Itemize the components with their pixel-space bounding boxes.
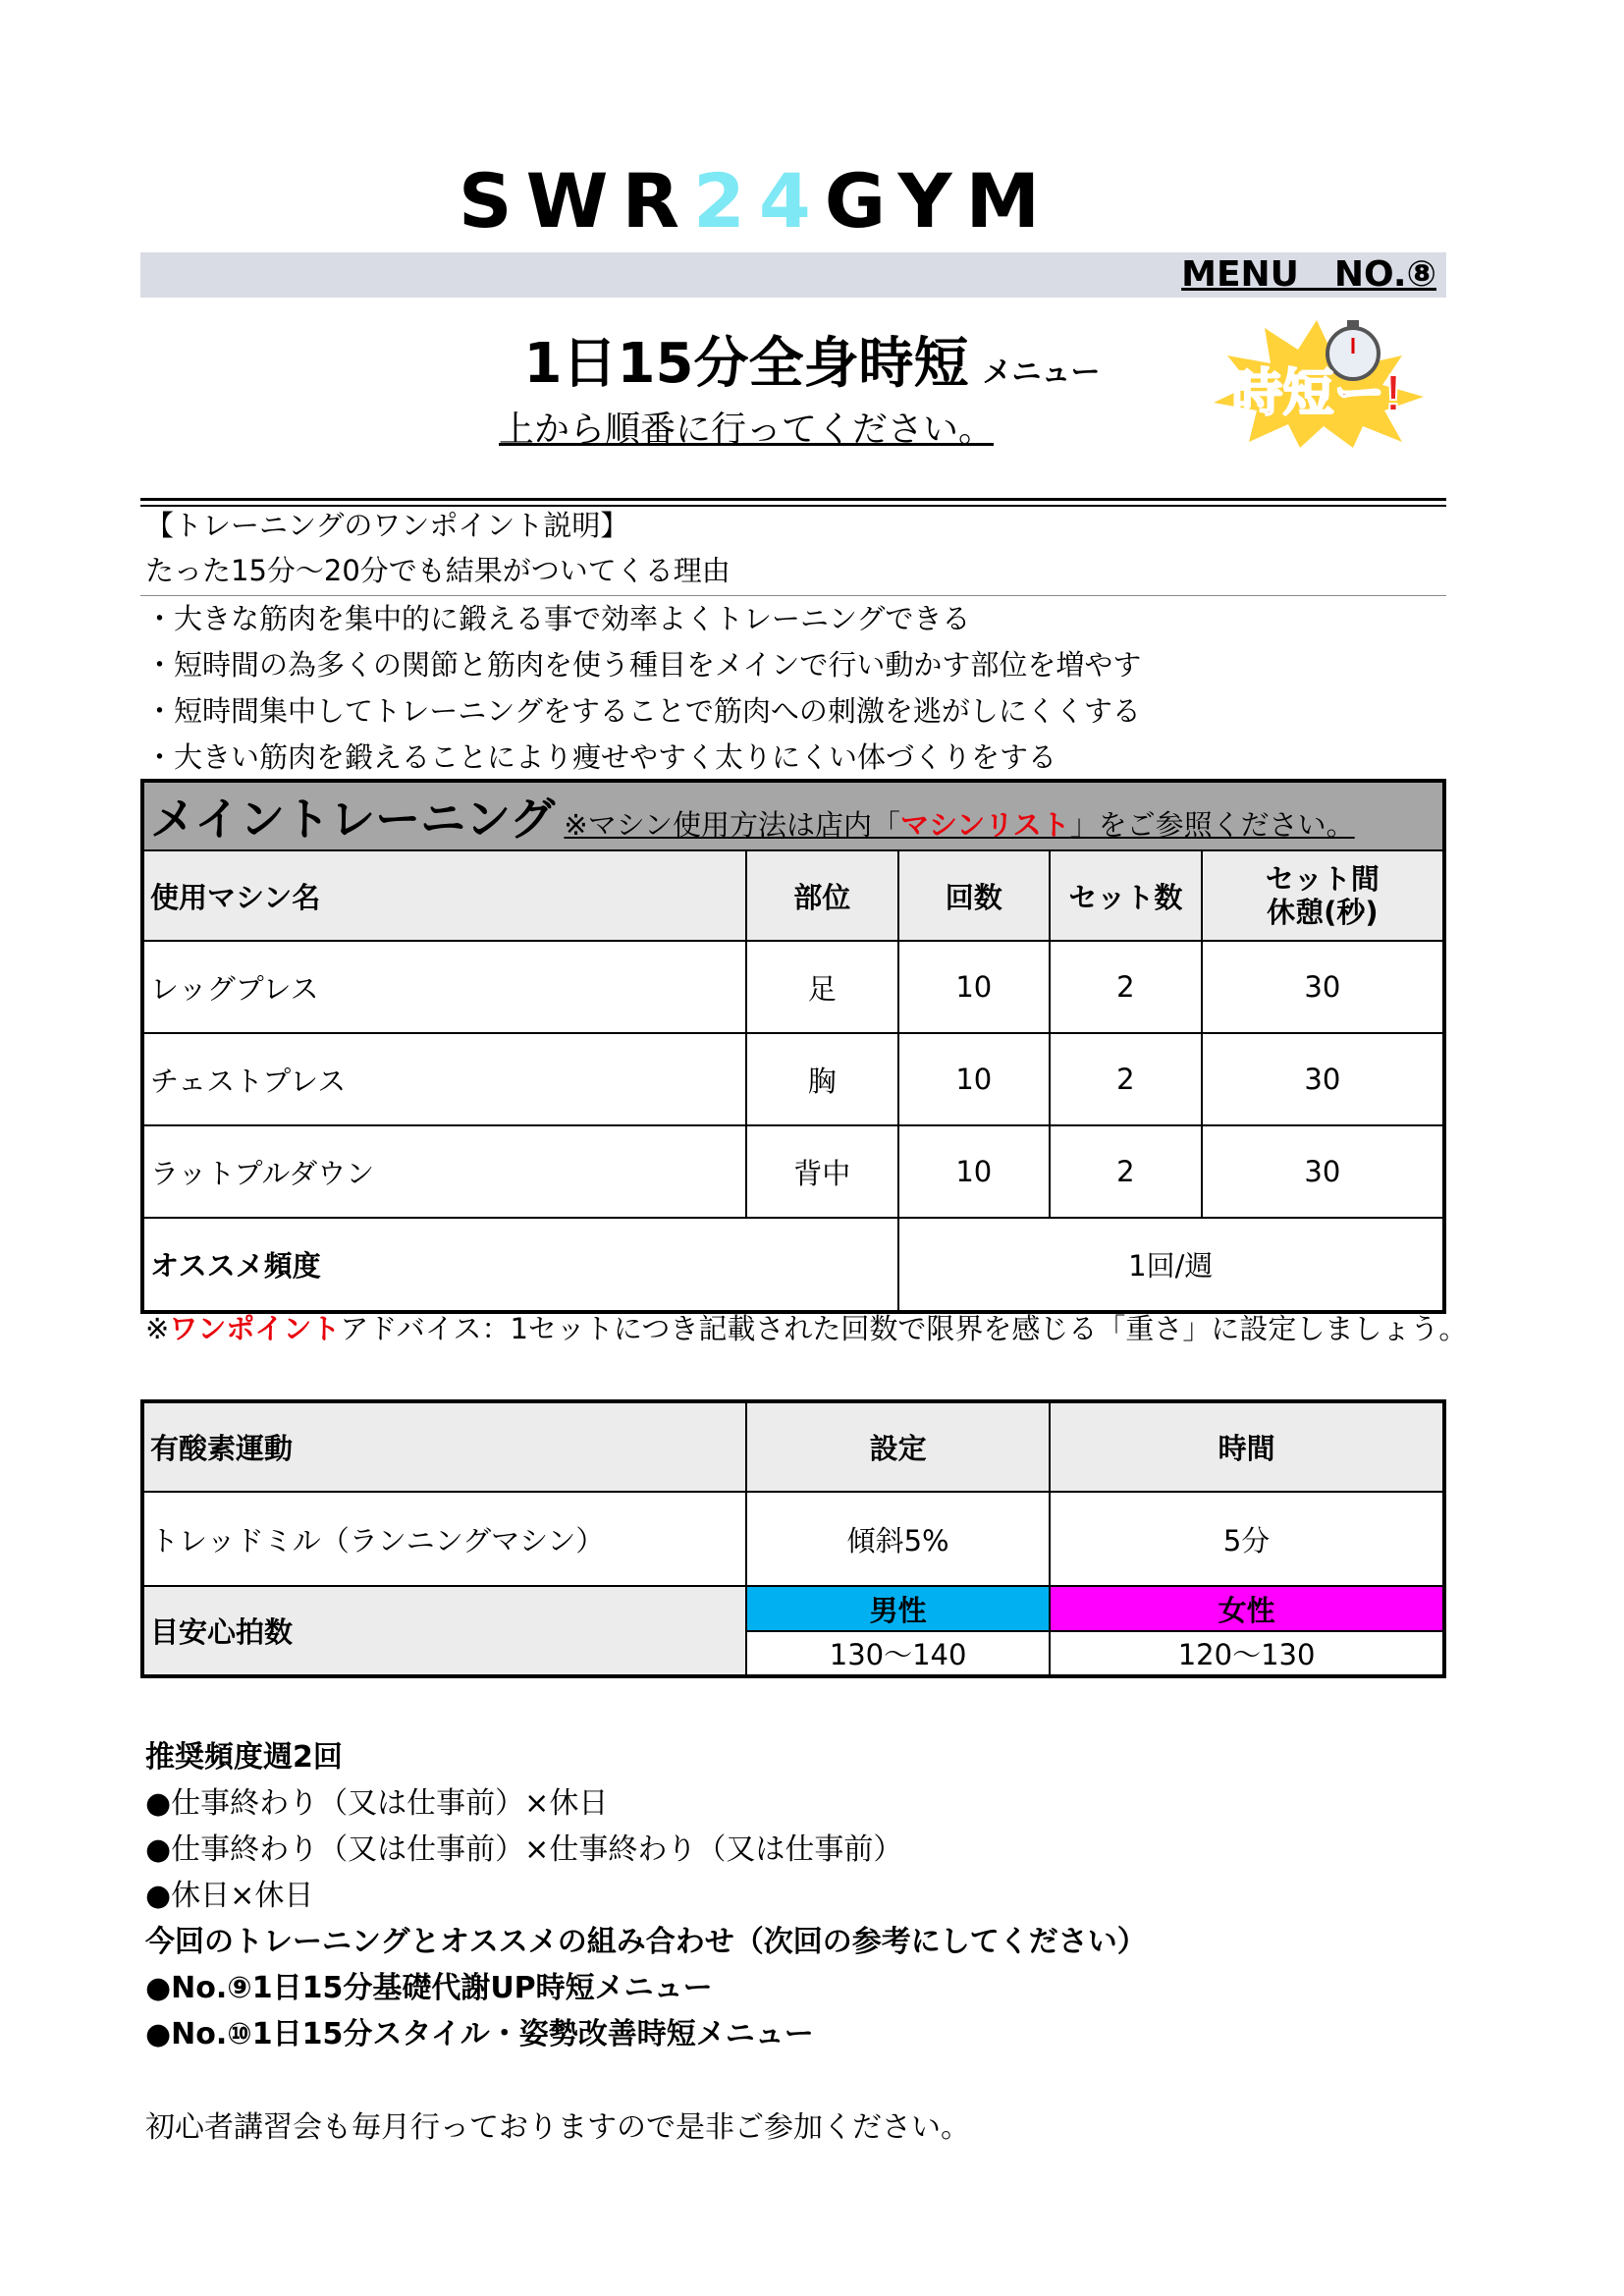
sets: 2 bbox=[1050, 1125, 1202, 1218]
note-after: 」をご参照ください。 bbox=[1069, 808, 1355, 842]
body-part: 足 bbox=[746, 941, 898, 1033]
main-training-header bbox=[142, 781, 1444, 850]
cardio-setting: 傾斜5% bbox=[746, 1492, 1050, 1586]
table-row bbox=[142, 941, 1444, 1033]
logo-suffix: GYM bbox=[824, 157, 1055, 245]
table-header-row bbox=[142, 850, 1444, 941]
reps: 10 bbox=[898, 1033, 1051, 1125]
one-point-advice bbox=[145, 1306, 1467, 1351]
combo-item: ●No.⑩1日15分スタイル・姿勢改善時短メニュー bbox=[145, 2017, 814, 2051]
cardio-table bbox=[140, 1399, 1446, 1678]
recommend-item: ●仕事終わり（又は仕事前）×休日 bbox=[145, 1786, 609, 1821]
rest-seconds: 30 bbox=[1202, 1033, 1444, 1125]
reps: 10 bbox=[898, 1125, 1051, 1218]
frequency-label: オススメ頻度 bbox=[142, 1218, 898, 1312]
body-part: 胸 bbox=[746, 1033, 898, 1125]
recommend-item: ●休日×休日 bbox=[145, 1879, 314, 1913]
menu-number: MENU NO.⑧ bbox=[1181, 254, 1436, 295]
explanation-point: ・大きい筋肉を鍛えることにより痩せやすく太りにくい体づくりをする bbox=[145, 740, 1057, 774]
explanation-heading: 【トレーニングのワンポイント説明】 bbox=[145, 509, 629, 542]
machine-list-link: マシンリスト bbox=[899, 808, 1070, 842]
rest-seconds: 30 bbox=[1202, 1125, 1444, 1218]
main-training-table bbox=[140, 779, 1446, 1314]
gym-logo bbox=[0, 157, 1512, 245]
rest-seconds: 30 bbox=[1202, 941, 1444, 1033]
col-setting: 設定 bbox=[746, 1401, 1050, 1492]
col-rest-line2: 休憩(秒) bbox=[1267, 896, 1379, 929]
male-label: 男性 bbox=[746, 1586, 1050, 1631]
cardio-time: 5分 bbox=[1050, 1492, 1444, 1586]
advice-text: アドバイス：1セットにつき記載された回数で限界を感じる「重さ」に設定しましょう。 bbox=[340, 1312, 1468, 1345]
table-row bbox=[142, 1033, 1444, 1125]
col-reps: 回数 bbox=[898, 850, 1051, 941]
machine-name: チェストプレス bbox=[142, 1033, 746, 1125]
recommend-item: ●仕事終わり（又は仕事前）×仕事終わり（又は仕事前） bbox=[145, 1832, 903, 1867]
divider-thick bbox=[140, 498, 1446, 501]
note-before: ※マシン使用方法は店内「 bbox=[564, 808, 900, 842]
menu-number-bar bbox=[140, 252, 1446, 298]
explanation-point: ・短時間の為多くの関節と筋肉を使う種目をメインで行い動かす部位を増やす bbox=[145, 648, 1142, 682]
table-row bbox=[142, 1125, 1444, 1218]
frequency-value: 1回/週 bbox=[898, 1218, 1445, 1312]
logo-prefix: SWR bbox=[458, 157, 693, 245]
table-row bbox=[142, 1492, 1444, 1586]
explanation-subheading: たった15分～20分でも結果がついてくる理由 bbox=[145, 554, 731, 587]
col-rest-line1: セット間 bbox=[1265, 862, 1380, 896]
body-part: 背中 bbox=[746, 1125, 898, 1218]
logo-accent: 24 bbox=[692, 157, 825, 245]
footer-note: 初心者講習会も毎月行っておりますので是非ご参加ください。 bbox=[145, 2110, 970, 2145]
col-body-part: 部位 bbox=[746, 850, 898, 941]
sets: 2 bbox=[1050, 1033, 1202, 1125]
machine-list-note bbox=[564, 808, 1354, 842]
frequency-row bbox=[142, 1218, 1444, 1312]
main-training-title: メイントレーニング bbox=[150, 793, 556, 846]
explanation-point: ・大きな筋肉を集中的に鍛える事で効率よくトレーニングできる bbox=[145, 602, 971, 635]
male-heart-rate: 130～140 bbox=[746, 1631, 1050, 1676]
sets: 2 bbox=[1050, 941, 1202, 1033]
combo-item: ●No.⑨1日15分基礎代謝UP時短メニュー bbox=[145, 1971, 713, 2005]
machine-name: レッグプレス bbox=[142, 941, 746, 1033]
heart-rate-label: 目安心拍数 bbox=[142, 1586, 746, 1676]
badge-text: 時短ー! bbox=[1231, 365, 1402, 422]
title-main: 1日15分全身時短 bbox=[523, 332, 969, 396]
col-rest bbox=[1202, 850, 1444, 941]
cardio-machine: トレッドミル（ランニングマシン） bbox=[142, 1492, 746, 1586]
col-machine-name: 使用マシン名 bbox=[142, 850, 746, 941]
col-cardio: 有酸素運動 bbox=[142, 1401, 746, 1492]
advice-prefix: ※ bbox=[145, 1312, 170, 1345]
female-heart-rate: 120～130 bbox=[1050, 1631, 1444, 1676]
col-time: 時間 bbox=[1050, 1401, 1444, 1492]
heart-rate-gender-row bbox=[142, 1586, 1444, 1631]
col-sets: セット数 bbox=[1050, 850, 1202, 941]
recommend-heading: 推奨頻度週2回 bbox=[145, 1740, 343, 1775]
title-sub: メニュー bbox=[982, 355, 1101, 390]
combo-heading: 今回のトレーニングとオススメの組み合わせ（次回の参考にしてください） bbox=[145, 1925, 1147, 1959]
explanation-point: ・短時間集中してトレーニングをすることで筋肉への刺激を逃がしにくくする bbox=[145, 694, 1141, 728]
machine-name: ラットプルダウン bbox=[142, 1125, 746, 1218]
cardio-header-row bbox=[142, 1401, 1444, 1492]
instruction-text: 上から順番に行ってください。 bbox=[498, 410, 994, 450]
advice-highlight: ワンポイント bbox=[169, 1312, 341, 1345]
time-saving-badge bbox=[1206, 316, 1428, 450]
female-label: 女性 bbox=[1050, 1586, 1444, 1631]
reps: 10 bbox=[898, 941, 1051, 1033]
